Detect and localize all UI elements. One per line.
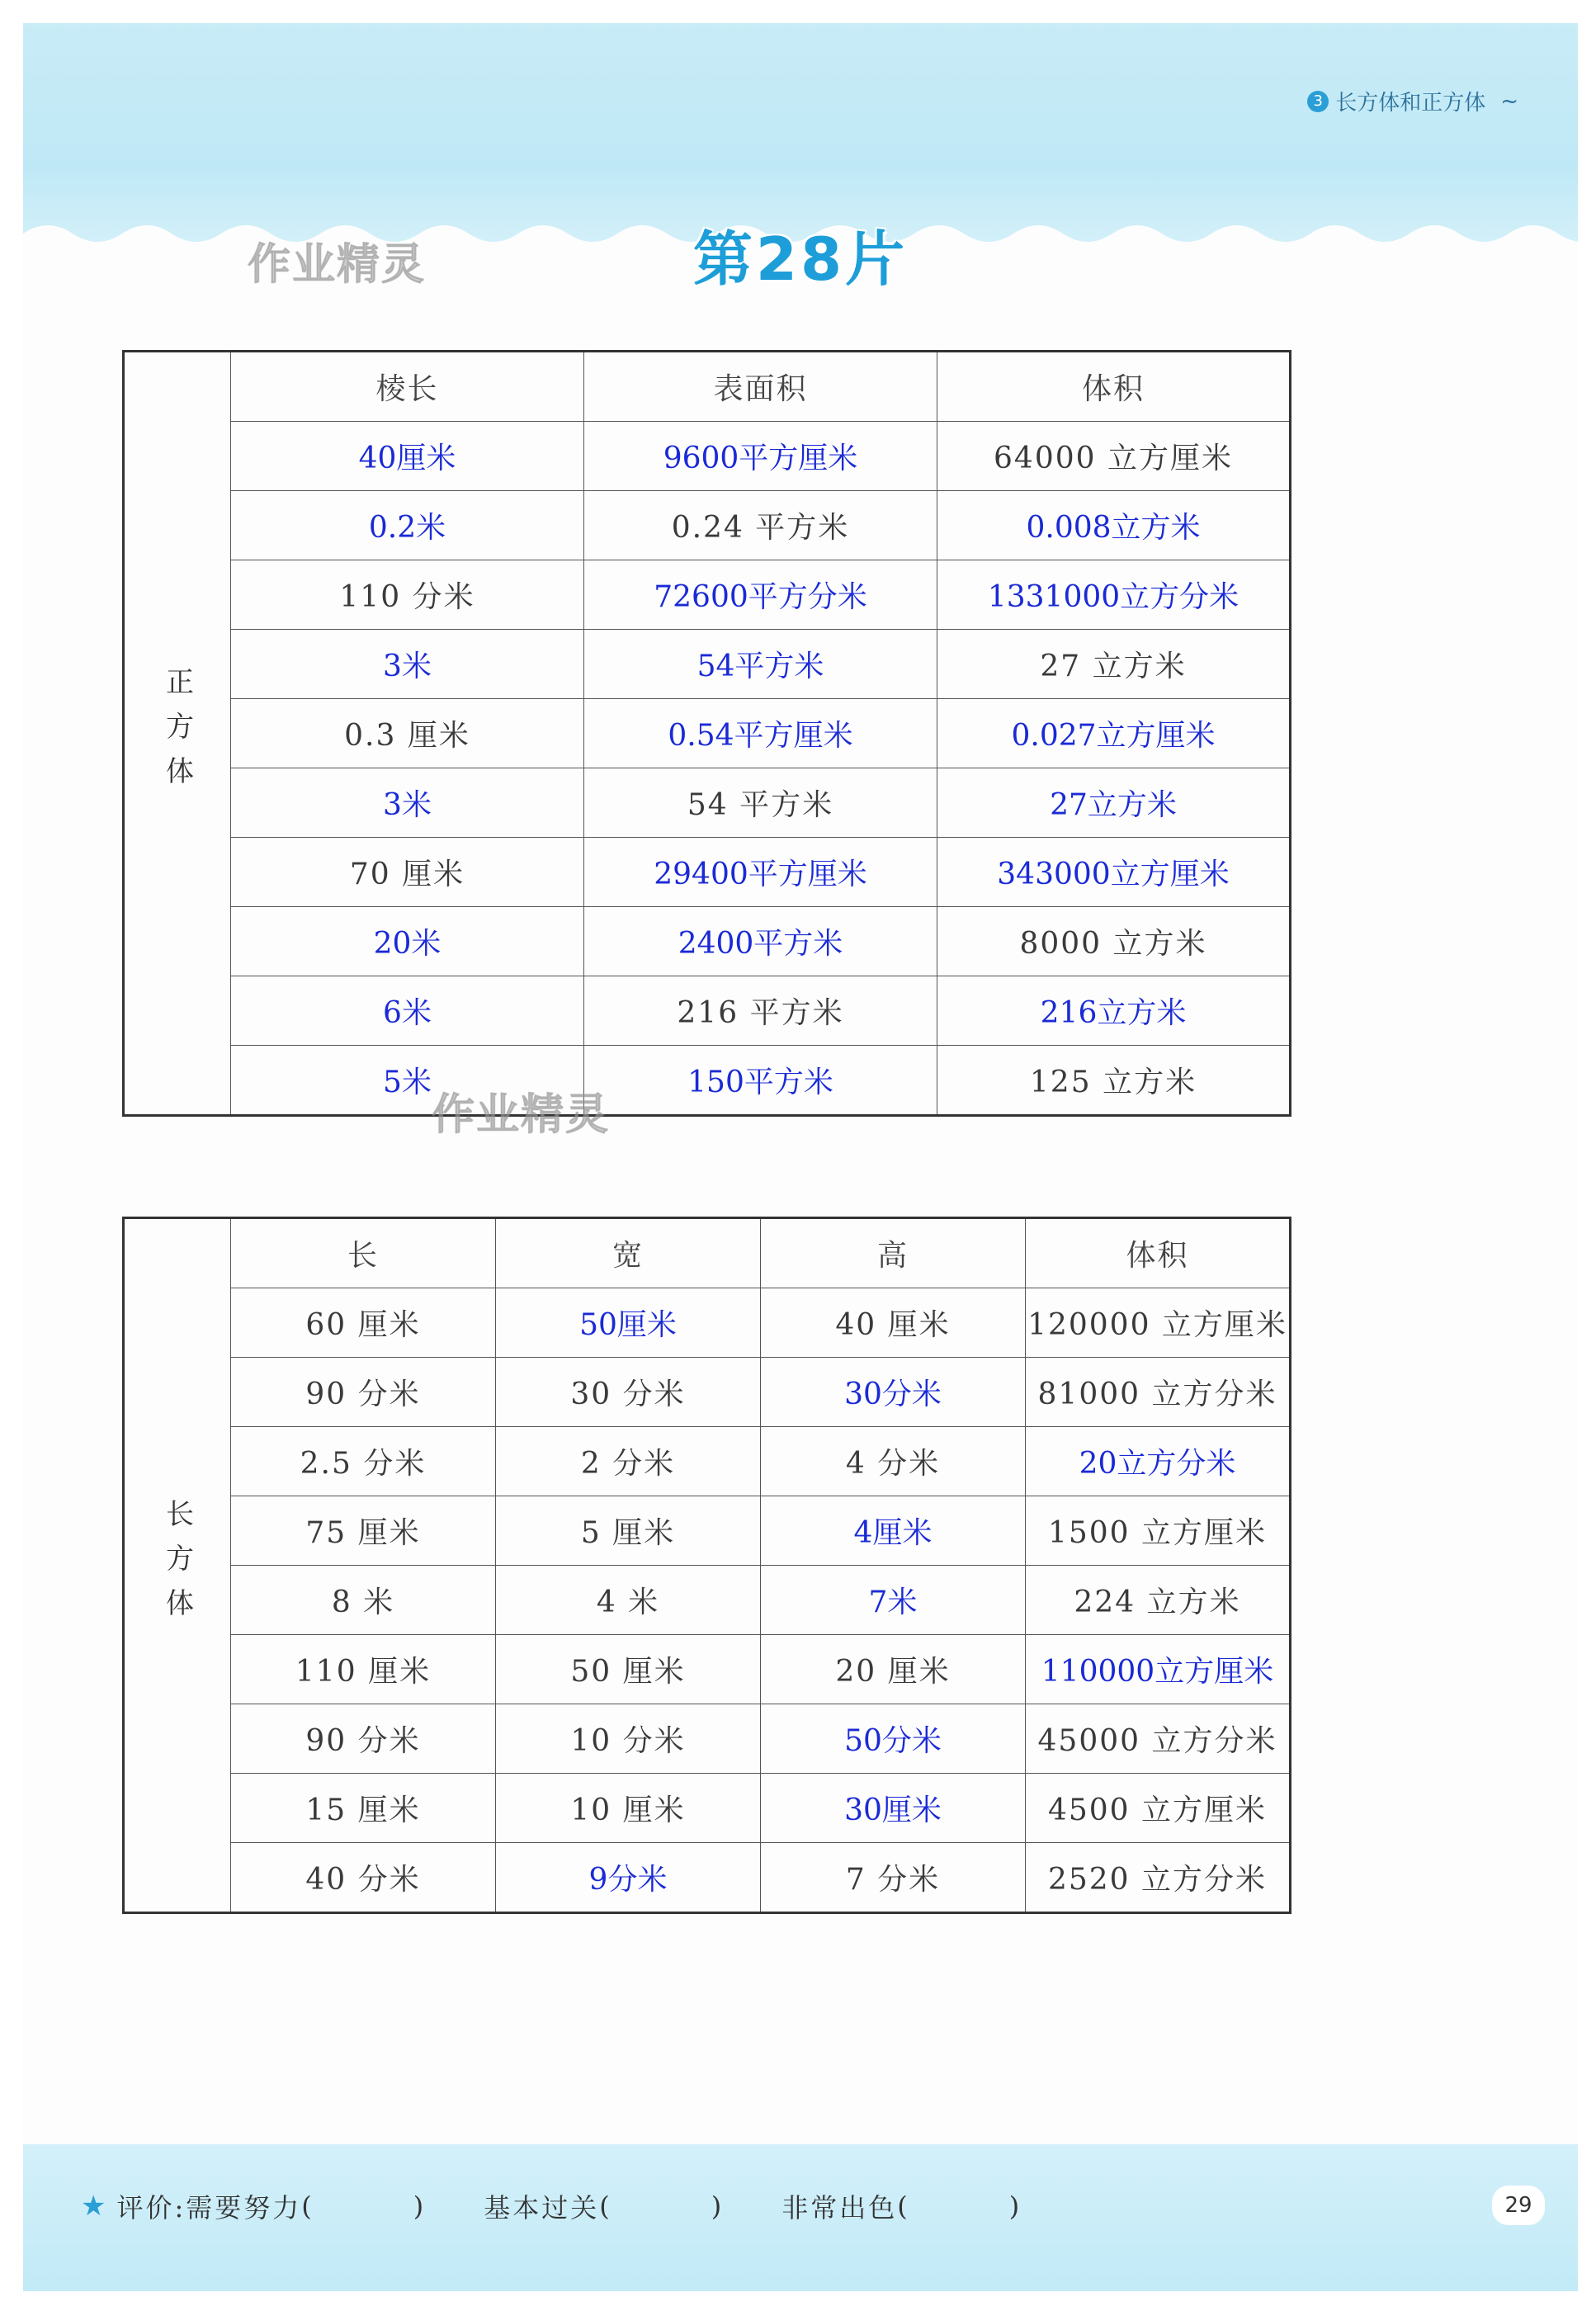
option-basic-pass: 基本过关 <box>484 2192 600 2224</box>
table-row <box>124 768 1291 838</box>
watermark: 作业精灵 <box>432 1090 611 1140</box>
evaluation-footer <box>81 2187 1022 2225</box>
given-cell: 4 米 <box>496 1566 761 1635</box>
cuboid-side-label: 长方体 <box>124 1218 231 1913</box>
table-row <box>124 699 1291 768</box>
table-row <box>124 1427 1291 1496</box>
answer-cell: 30分米 <box>761 1358 1026 1427</box>
table-row <box>124 1704 1291 1774</box>
table-row <box>124 1288 1291 1358</box>
given-cell: 110 厘米 <box>231 1635 496 1704</box>
table-row <box>124 1635 1291 1704</box>
given-cell: 10 分米 <box>496 1704 761 1774</box>
workbook-page <box>23 23 1578 2291</box>
header-cell: 长 <box>231 1218 496 1288</box>
table-row <box>124 491 1291 560</box>
given-cell: 125 立方米 <box>937 1046 1291 1116</box>
table-row <box>124 907 1291 976</box>
star-icon: ★ <box>81 2190 109 2223</box>
answer-cell: 50厘米 <box>496 1288 761 1358</box>
bracket-close: ) <box>711 2190 725 2222</box>
given-cell: 27 立方米 <box>937 630 1291 699</box>
given-cell: 5 厘米 <box>496 1496 761 1566</box>
table-row <box>124 1843 1291 1913</box>
answer-cell: 150平方米 <box>584 1046 937 1116</box>
given-cell: 70 厘米 <box>231 838 584 907</box>
answer-cell: 9分米 <box>496 1843 761 1913</box>
chapter-number: 3 <box>1307 91 1329 112</box>
table-header-row <box>124 1218 1291 1288</box>
answer-cell: 0.008立方米 <box>937 491 1291 560</box>
answer-cell: 40厘米 <box>231 422 584 491</box>
bracket-open: ( <box>301 2190 314 2222</box>
watermark: 作业精灵 <box>248 240 427 290</box>
answer-cell: 9600平方厘米 <box>584 422 937 491</box>
page-number: 29 <box>1492 2186 1545 2225</box>
answer-cell: 2400平方米 <box>584 907 937 976</box>
given-cell: 30 分米 <box>496 1358 761 1427</box>
given-cell: 40 厘米 <box>761 1288 1026 1358</box>
given-cell: 15 厘米 <box>231 1774 496 1843</box>
header-cell: 高 <box>761 1218 1026 1288</box>
chapter-tail-decoration: ~ <box>1500 88 1518 114</box>
header-cell: 体积 <box>937 352 1291 422</box>
answer-cell: 216立方米 <box>937 976 1291 1046</box>
given-cell: 64000 立方厘米 <box>937 422 1291 491</box>
given-cell: 20 厘米 <box>761 1635 1026 1704</box>
given-cell: 75 厘米 <box>231 1496 496 1566</box>
bracket-close: ) <box>1008 2190 1022 2222</box>
table-row <box>124 1046 1291 1116</box>
cube-side-label: 正方体 <box>124 352 231 1116</box>
given-cell: 90 分米 <box>231 1704 496 1774</box>
answer-cell: 0.2米 <box>231 491 584 560</box>
table-row <box>124 1358 1291 1427</box>
answer-cell: 5米 <box>231 1046 584 1116</box>
bracket-open: ( <box>599 2190 612 2222</box>
answer-cell: 0.54平方厘米 <box>584 699 937 768</box>
header-cell: 宽 <box>496 1218 761 1288</box>
table-row <box>124 838 1291 907</box>
table-row <box>124 1774 1291 1843</box>
answer-cell: 30厘米 <box>761 1774 1026 1843</box>
answer-cell: 27立方米 <box>937 768 1291 838</box>
given-cell: 120000 立方厘米 <box>1026 1288 1291 1358</box>
given-cell: 110 分米 <box>231 560 584 630</box>
header-cell: 表面积 <box>584 352 937 422</box>
answer-cell: 3米 <box>231 768 584 838</box>
given-cell: 90 分米 <box>231 1358 496 1427</box>
given-cell: 10 厘米 <box>496 1774 761 1843</box>
header-cell: 棱长 <box>231 352 584 422</box>
table-row <box>124 976 1291 1046</box>
given-cell: 8 米 <box>231 1566 496 1635</box>
answer-cell: 54平方米 <box>584 630 937 699</box>
table-row <box>124 560 1291 630</box>
given-cell: 45000 立方分米 <box>1026 1704 1291 1774</box>
answer-cell: 4厘米 <box>761 1496 1026 1566</box>
given-cell: 2.5 分米 <box>231 1427 496 1496</box>
chapter-title: 长方体和正方体 <box>1335 91 1486 116</box>
cuboid-table <box>122 1217 1291 1914</box>
given-cell: 2520 立方分米 <box>1026 1843 1291 1913</box>
given-cell: 0.24 平方米 <box>584 491 937 560</box>
given-cell: 0.3 厘米 <box>231 699 584 768</box>
option-need-effort: 需要努力 <box>186 2192 302 2224</box>
given-cell: 81000 立方分米 <box>1026 1358 1291 1427</box>
given-cell: 50 厘米 <box>496 1635 761 1704</box>
given-cell: 8000 立方米 <box>937 907 1291 976</box>
given-cell: 54 平方米 <box>584 768 937 838</box>
answer-cell: 29400平方厘米 <box>584 838 937 907</box>
table-row <box>124 630 1291 699</box>
answer-cell: 72600平方分米 <box>584 560 937 630</box>
answer-cell: 50分米 <box>761 1704 1026 1774</box>
given-cell: 224 立方米 <box>1026 1566 1291 1635</box>
table-row <box>124 1496 1291 1566</box>
answer-cell: 110000立方厘米 <box>1026 1635 1291 1704</box>
given-cell: 60 厘米 <box>231 1288 496 1358</box>
answer-cell: 343000立方厘米 <box>937 838 1291 907</box>
table-row <box>124 1566 1291 1635</box>
evaluation-label: 评价: <box>116 2192 187 2224</box>
bracket-close: ) <box>413 2190 427 2222</box>
given-cell: 4500 立方厘米 <box>1026 1774 1291 1843</box>
given-cell: 1500 立方厘米 <box>1026 1496 1291 1566</box>
bracket-open: ( <box>897 2190 910 2222</box>
given-cell: 2 分米 <box>496 1427 761 1496</box>
table-header-row <box>124 352 1291 422</box>
answer-cell: 20立方分米 <box>1026 1427 1291 1496</box>
given-cell: 7 分米 <box>761 1843 1026 1913</box>
answer-cell: 20米 <box>231 907 584 976</box>
table-row <box>124 422 1291 491</box>
option-excellent: 非常出色 <box>781 2192 898 2224</box>
given-cell: 4 分米 <box>761 1427 1026 1496</box>
answer-cell: 7米 <box>761 1566 1026 1635</box>
header-cell: 体积 <box>1026 1218 1291 1288</box>
answer-cell: 3米 <box>231 630 584 699</box>
answer-cell: 6米 <box>231 976 584 1046</box>
answer-cell: 0.027立方厘米 <box>937 699 1291 768</box>
answer-cell: 1331000立方分米 <box>937 560 1291 630</box>
given-cell: 40 分米 <box>231 1843 496 1913</box>
page-title: 第28片 <box>692 224 909 294</box>
given-cell: 216 平方米 <box>584 976 937 1046</box>
chapter-badge <box>1307 86 1518 116</box>
cube-table <box>122 350 1291 1117</box>
